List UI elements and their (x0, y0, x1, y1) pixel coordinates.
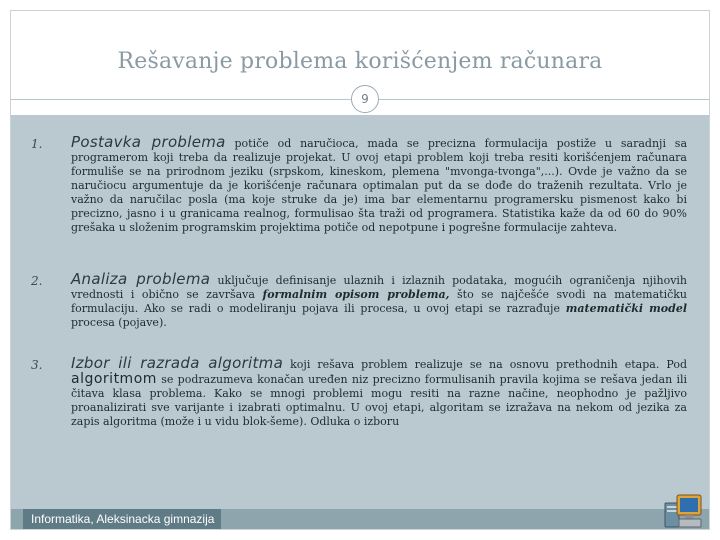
list-text (71, 272, 687, 330)
list-body: koji rešava problem realizuje se na osnovu prethodnih etapa. Pod (290, 358, 687, 371)
list-body: što se najčešće svodi na matematičku formulaciju. Ako se radi o modeliranju pojava ili procesa, u ovoj etapi se razrađuje (71, 288, 687, 315)
footer-bar (11, 509, 709, 529)
list-lead: Analiza problema (71, 270, 211, 288)
list-text (71, 135, 687, 235)
list-body: se podrazumeva konačan uređen niz precizno formulisanih pravila kojima se rešava jedan ili čitava klasa problema. Kako se mnogi problemi mogu resiti na razne načine, neophodno je pažljivo proanalizirati sve varijante i izabrati optimalnu. U ovoj etapi, algoritam se izražava na nekom od jezika za zapis algoritma (može i u vidu blok-šeme). Odluka o izboru (71, 373, 688, 428)
footer-label: Informatika, Aleksinacka gimnazija (23, 509, 221, 529)
list-lead: Postavka problema (71, 133, 226, 151)
slide (10, 10, 710, 530)
page-number-badge: 9 (351, 85, 379, 113)
list-body: uključuje definisanje ulaznih i izlaznih podataka, mogućih ograničenja njihovih vrednosti i obično se završava (71, 274, 688, 301)
list-body: potiče od naručioca, mada se precizna formulacija postiže u saradnji sa programerom koji treba da realizuje projekat. U ovoj etapi problem koji treba resiti korišćenjem računara formuliše se na prirodnom jeziku (srpskom, kineskom, plemena "mvonga-tvonga",...). Ovde je važno da se naručiocu argumentuje da je korišćenje računara optimalan put da se dođe do traženih rezultata. Vrlo je važno da naručilac posla (ma koje struke da je) ima bar elementarnu programersku pismenost kako bi precizno, jasno i u granicama realnog, formulisao šta traži od programera. Statistika kaže da od 60 do 90% grešaka u složenim programskim projektima potiče od nepotpune i pogrešne formulacije zahteva. (71, 137, 687, 234)
list-lead: Izbor ili razrada algoritma (71, 354, 284, 372)
list-number: 2. (31, 274, 43, 288)
content-panel (11, 115, 709, 509)
list-text (71, 356, 687, 429)
computer-icon (663, 489, 705, 529)
list-term: algoritmom (71, 371, 157, 387)
list-number: 3. (31, 358, 43, 372)
slide-title: Rešavanje problema korišćenjem računara (117, 49, 603, 74)
list-emphasis: formalnim opisom problema, (262, 288, 450, 301)
list-number: 1. (31, 137, 43, 151)
list-body: procesa (pojave). (71, 316, 167, 329)
list-emphasis: matematički model (565, 302, 687, 315)
